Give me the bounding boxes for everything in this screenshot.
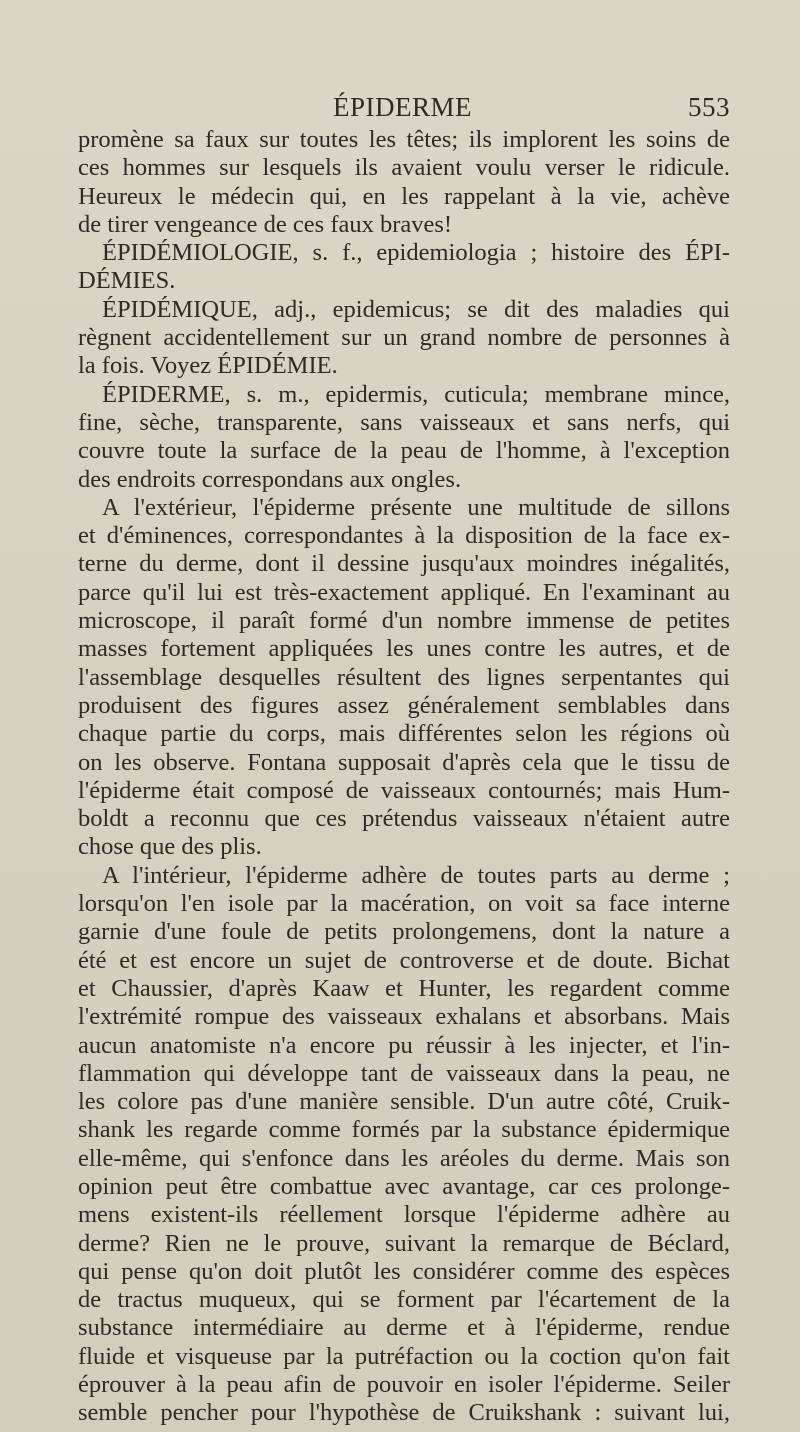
text-line: été et est encore un sujet de controverse et de doute. Bichat: [78, 946, 730, 974]
text-line: terne du derme, dont il dessine jusqu'aux moindres inégalités,: [78, 550, 730, 578]
text-line: les colore pas d'une manière sensible. D'un autre côté, Cruik-: [78, 1088, 730, 1116]
text-line: ÉPIDÉMIQUE, adj., epidemicus; se dit des maladies qui: [102, 295, 730, 323]
text-line: qui pense qu'on doit plutôt les considérer comme des espèces: [78, 1257, 730, 1285]
text-line: parce qu'il lui est très-exactement appliqué. En l'examinant au: [78, 578, 730, 606]
text-line: A l'extérieur, l'épiderme présente une multitude de sillons: [102, 493, 730, 521]
text-line: mens existent-ils réellement lorsque l'épiderme adhère au: [78, 1201, 730, 1229]
text-line: Heureux le médecin qui, en les rappelant à la vie, achève: [78, 182, 730, 210]
text-line: fine, sèche, transparente, sans vaisseaux et sans nerfs, qui: [78, 408, 730, 436]
text-line: et d'éminences, correspondantes à la disposition de la face ex-: [78, 522, 730, 550]
text-line: microscope, il paraît formé d'un nombre immense de petites: [78, 607, 730, 635]
text-line: ces hommes sur lesquels ils avaient voulu verser le ridicule.: [78, 154, 730, 182]
text-line: ÉPIDÉMIOLOGIE, s. f., epidemiologia ; histoire des ÉPI-: [102, 239, 730, 267]
text-line: la fois. Voyez ÉPIDÉMIE.: [78, 352, 338, 380]
text-line: flammation qui développe tant de vaisseaux dans la peau, ne: [78, 1059, 730, 1087]
text-line: shank les regarde comme formés par la substance épidermique: [78, 1116, 730, 1144]
text-line: l'assemblage desquelles résultent des lignes serpentantes qui: [78, 663, 730, 691]
text-line: elle-même, qui s'enfonce dans les aréoles du derme. Mais son: [78, 1144, 730, 1172]
text-line: chose que des plis.: [78, 833, 262, 861]
text-line: fluide et visqueuse par la putréfaction ou la coction qu'on fait: [78, 1342, 730, 1370]
text-line: des endroits correspondans aux ongles.: [78, 465, 462, 493]
body-text: [78, 126, 730, 1428]
text-line: semble pencher pour l'hypothèse de Cruikshank : suivant lui,: [78, 1399, 730, 1427]
text-line: masses fortement appliquées les unes contre les autres, et de: [78, 635, 730, 663]
text-line: l'extrémité rompue des vaisseaux exhalans et absorbans. Mais: [78, 1003, 730, 1031]
text-line: opinion peut être combattue avec avantage, car ces prolonge-: [78, 1172, 730, 1200]
text-line: aucun anatomiste n'a encore pu réussir à les injecter, et l'in-: [78, 1031, 730, 1059]
text-line: éprouver à la peau afin de pouvoir en isoler l'épiderme. Seiler: [78, 1371, 730, 1399]
running-title: ÉPIDERME: [333, 92, 472, 122]
text-line: lorsqu'on l'en isole par la macération, on voit sa face interne: [78, 890, 730, 918]
text-line: derme? Rien ne le prouve, suivant la remarque de Béclard,: [78, 1229, 730, 1257]
text-line: de tirer vengeance de ces faux braves!: [78, 210, 453, 238]
text-line: couvre toute la surface de la peau de l'homme, à l'exception: [78, 437, 730, 465]
running-header: [78, 92, 730, 128]
text-line: produisent des figures assez généralement semblables dans: [78, 691, 730, 719]
text-line: de tractus muqueux, qui se forment par l'écartement de la: [78, 1286, 730, 1314]
text-line: substance intermédiaire au derme et à l'épiderme, rendue: [78, 1314, 730, 1342]
text-line: et Chaussier, d'après Kaaw et Hunter, les regardent comme: [78, 974, 730, 1002]
text-line: l'épiderme était composé de vaisseaux contournés; mais Hum-: [78, 776, 730, 804]
text-line: boldt a reconnu que ces prétendus vaisseaux n'étaient autre: [78, 805, 730, 833]
text-line: A l'intérieur, l'épiderme adhère de toutes parts au derme ;: [102, 861, 730, 889]
page-number: 553: [688, 92, 730, 122]
text-line: chaque partie du corps, mais différentes selon les régions où: [78, 720, 730, 748]
text-line: règnent accidentellement sur un grand nombre de personnes à: [78, 324, 730, 352]
text-line: garnie d'une foule de petits prolongemens, dont la nature a: [78, 918, 730, 946]
text-line: ÉPIDERME, s. m., epidermis, cuticula; membrane mince,: [102, 380, 730, 408]
text-line: promène sa faux sur toutes les têtes; ils implorent les soins de: [78, 126, 730, 153]
text-line: DÉMIES.: [78, 267, 176, 295]
text-line: on les observe. Fontana supposait d'après cela que le tissu de: [78, 748, 730, 776]
